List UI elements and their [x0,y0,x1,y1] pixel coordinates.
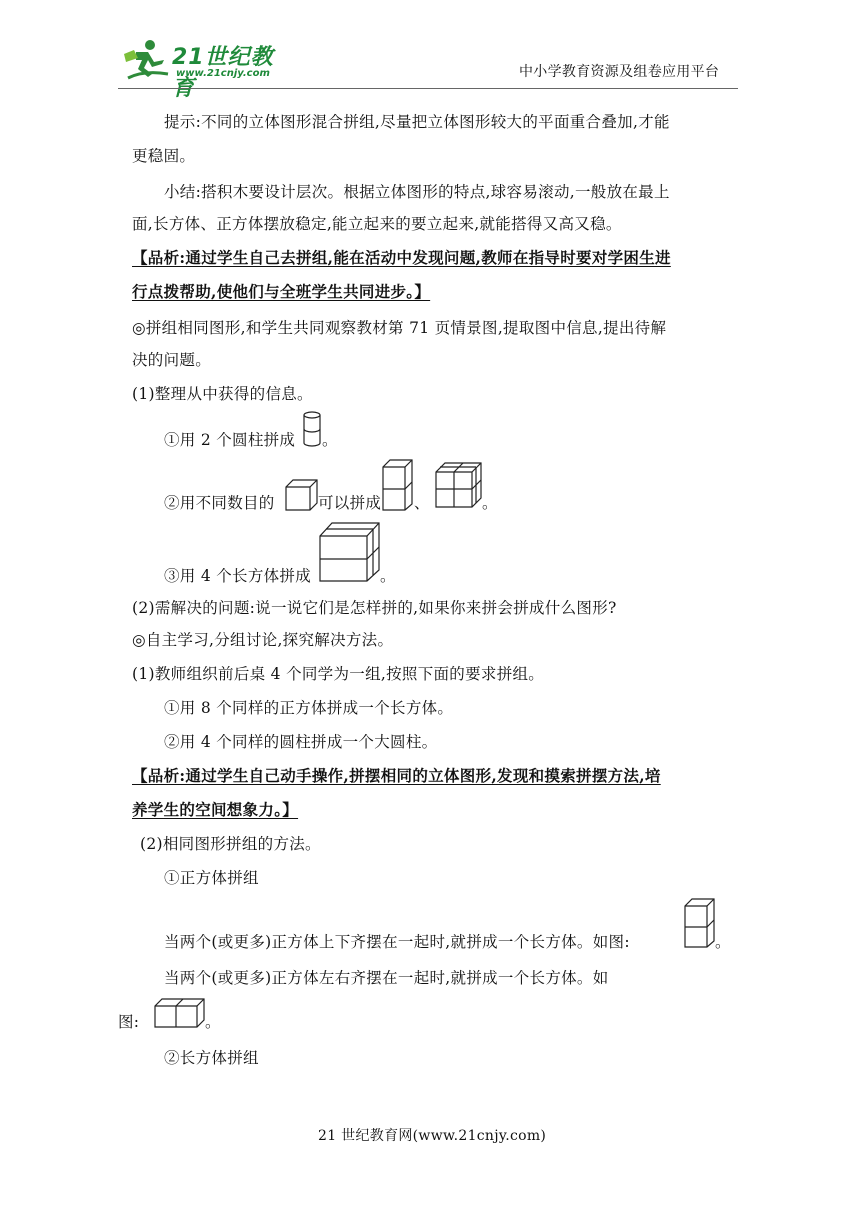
info-item-3-end: 。 [380,567,396,585]
analysis-note-2-line-2: 养学生的空间想象力。】 [132,800,299,819]
runner-logo-icon [118,38,170,82]
cube-block-figure [436,462,482,508]
info-item-3-text: ③用 4 个长方体拼成 [164,567,312,585]
group-task-line: (1)教师组织前后桌 4 个同学为一组,按照下面的要求拼组。 [132,665,545,683]
vertical-stack-figure [685,898,715,948]
info-heading: (1)整理从中获得的信息。 [132,385,313,403]
analysis-note-1-line-1: 【品析:通过学生自己去拼组,能在活动中发现问题,教师在指导时要对学困生进 [132,248,671,267]
analysis-note-1-line-2: 行点拨帮助,使他们与全班学生共同进步。】 [132,282,431,301]
analysis-note-2-line-1: 【品析:通过学生自己动手操作,拼摆相同的立体图形,发现和摸索拼摆方法,培 [132,766,661,785]
group-task-item-2: ②用 4 个同样的圆柱拼成一个大圆柱。 [164,733,438,751]
single-cube-figure [286,479,318,511]
horizontal-row-figure [155,998,205,1028]
stacked-cubes-figure [383,459,413,511]
horizontal-row-text: 当两个(或更多)正方体左右齐摆在一起时,就拼成一个长方体。如 [164,969,609,987]
two-cylinders-figure [302,410,322,448]
cuboid-combo-heading: ②长方体拼组 [164,1049,259,1067]
tip-line-1: 提示:不同的立体图形混合拼组,尽量把立体图形较大的平面重合叠加,才能 [164,113,670,131]
question-line: (2)需解决的问题:说一说它们是怎样拼的,如果你来拼会拼成什么图形? [132,599,617,617]
group-task-item-1: ①用 8 个同样的正方体拼成一个长方体。 [164,699,454,717]
info-item-2-sep: 、 [414,494,430,512]
horizontal-row-label: 图: [118,1013,140,1031]
info-item-2-end: 。 [482,494,498,512]
task-intro-line-2: 决的问题。 [132,351,212,369]
page-footer: 21 世纪教育网(www.21cnjy.com) [318,1128,547,1144]
platform-title: 中小学教育资源及组卷应用平台 [519,64,720,80]
four-cuboids-figure [320,522,380,582]
method-heading: (2)相同图形拼组的方法。 [140,835,321,853]
summary-line-2: 面,长方体、正方体摆放稳定,能立起来的要立起来,就能搭得又高又稳。 [132,215,622,233]
logo [118,38,288,101]
info-item-1-text: ①用 2 个圆柱拼成 [164,431,296,449]
info-item-1-end: 。 [322,431,338,449]
info-item-2-mid: 可以拼成 [318,494,382,512]
vertical-stack-end: 。 [715,933,731,951]
header-divider [118,88,738,89]
summary-line-1: 小结:搭积木要设计层次。根据立体图形的特点,球容易滚动,一般放在最上 [164,183,670,201]
info-item-2-text: ②用不同数目的 [164,494,275,512]
task-intro-line-1: ◎拼组相同图形,和学生共同观察教材第 71 页情景图,提取图中信息,提出待解 [132,319,667,337]
logo-url-text: www.21cnjy.com [176,68,270,79]
cube-combo-heading: ①正方体拼组 [164,869,259,887]
tip-line-2: 更稳固。 [132,147,196,165]
logo-main-text: 21世纪教育 [172,45,274,101]
horizontal-row-end: 。 [205,1013,221,1031]
vertical-stack-text: 当两个(或更多)正方体上下齐摆在一起时,就拼成一个长方体。如图: [164,933,630,951]
self-study-line: ◎自主学习,分组讨论,探究解决方法。 [132,631,394,649]
